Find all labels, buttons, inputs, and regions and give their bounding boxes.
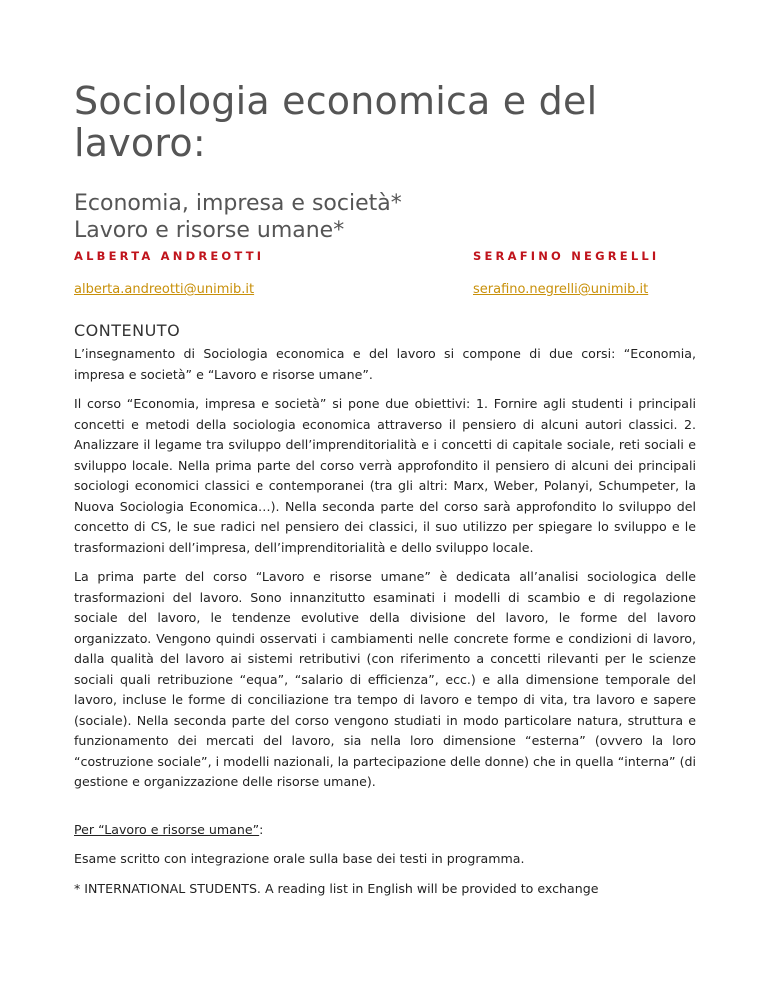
international-note: * INTERNATIONAL STUDENTS. A reading list in English will be provided to exchange xyxy=(74,880,599,896)
author-email-andreotti-link[interactable]: alberta.andreotti@unimib.it xyxy=(74,282,255,297)
exam-heading xyxy=(74,820,696,841)
author-email-negrelli-link[interactable]: serafino.negrelli@unimib.it xyxy=(473,282,649,297)
exam-heading-colon: : xyxy=(259,821,264,837)
section-heading-contenuto: CONTENUTO xyxy=(74,321,181,340)
paragraph-intro: L’insegnamento di Sociologia economica e del lavoro si compone di due corsi: “Economia, impresa e società” e “Lavoro e risorse umane”. xyxy=(74,346,696,382)
exam-heading-text: Per “Lavoro e risorse umane” xyxy=(74,821,260,837)
exam-text: Esame scritto con integrazione orale sulla base dei testi in programma. xyxy=(74,851,525,866)
subtitle-course-1: Economia, impresa e società* xyxy=(74,191,402,216)
section-body xyxy=(74,344,696,908)
author-name-andreotti: ALBERTA ANDREOTTI xyxy=(74,249,265,263)
author-name-negrelli: SERAFINO NEGRELLI xyxy=(473,249,660,263)
document-title: Sociologia economica e del lavoro: xyxy=(74,79,598,165)
document-subtitle xyxy=(74,190,696,244)
subtitle-course-2: Lavoro e risorse umane* xyxy=(74,218,345,243)
paragraph-economia-impresa: Il corso “Economia, impresa e società” si pone due obiettivi: 1. Fornire agli studenti i principali concetti e metodi della sociologia economica attraverso il pensiero di alcuni autori classici. 2. Analizzare il legame tra sviluppo dell’imprenditorialità e i concetti di capitale sociale, reti sociali e sviluppo locale. Nella prima parte del corso verrà approfondito il pensiero di alcuni dei principali sociologi economici classici e contemporanei (tra gli altri: Marx, Weber, Polanyi, Schumpeter, la Nuova Sociologia Economica…). Nella seconda parte del corso sarà approfondito lo sviluppo del concetto di CS, le sue radici nel pensiero dei classici, il suo utilizzo per spiegare lo sviluppo e le trasformazioni dell’impresa, dell’imprenditorialità e dello sviluppo locale. xyxy=(74,396,696,555)
paragraph-lavoro-risorse: La prima parte del corso “Lavoro e risorse umane” è dedicata all’analisi sociologica delle trasformazioni del lavoro. Sono innanzitutto esaminati i modelli di scambio e di regolazione sociale del lavoro, le tendenze evolutive della divisione del lavoro, le forme del lavoro organizzato. Vengono quindi osservati i cambiamenti nelle concrete forme e condizioni di lavoro, dalla qualità del lavoro ai sistemi retributivi (con riferimento a concetti rilevanti per le scienze sociali quali retribuzione “equa”, “salario di efficienza”, ecc.) e alla dimensione temporale del lavoro, incluse le forme di conciliazione tra tempo di lavoro e tempo di vita, tra lavoro e sapere (sociale). Nella seconda parte del corso vengono studiati in modo particolare natura, struttura e funzionamento dei mercati del lavoro, sia nella loro dimensione “esterna” (ovvero la loro “costruzione sociale”, i modelli nazionali, la partecipazione delle donne) che in quella “interna” (di gestione e organizzazione delle risorse umane). xyxy=(74,569,696,789)
